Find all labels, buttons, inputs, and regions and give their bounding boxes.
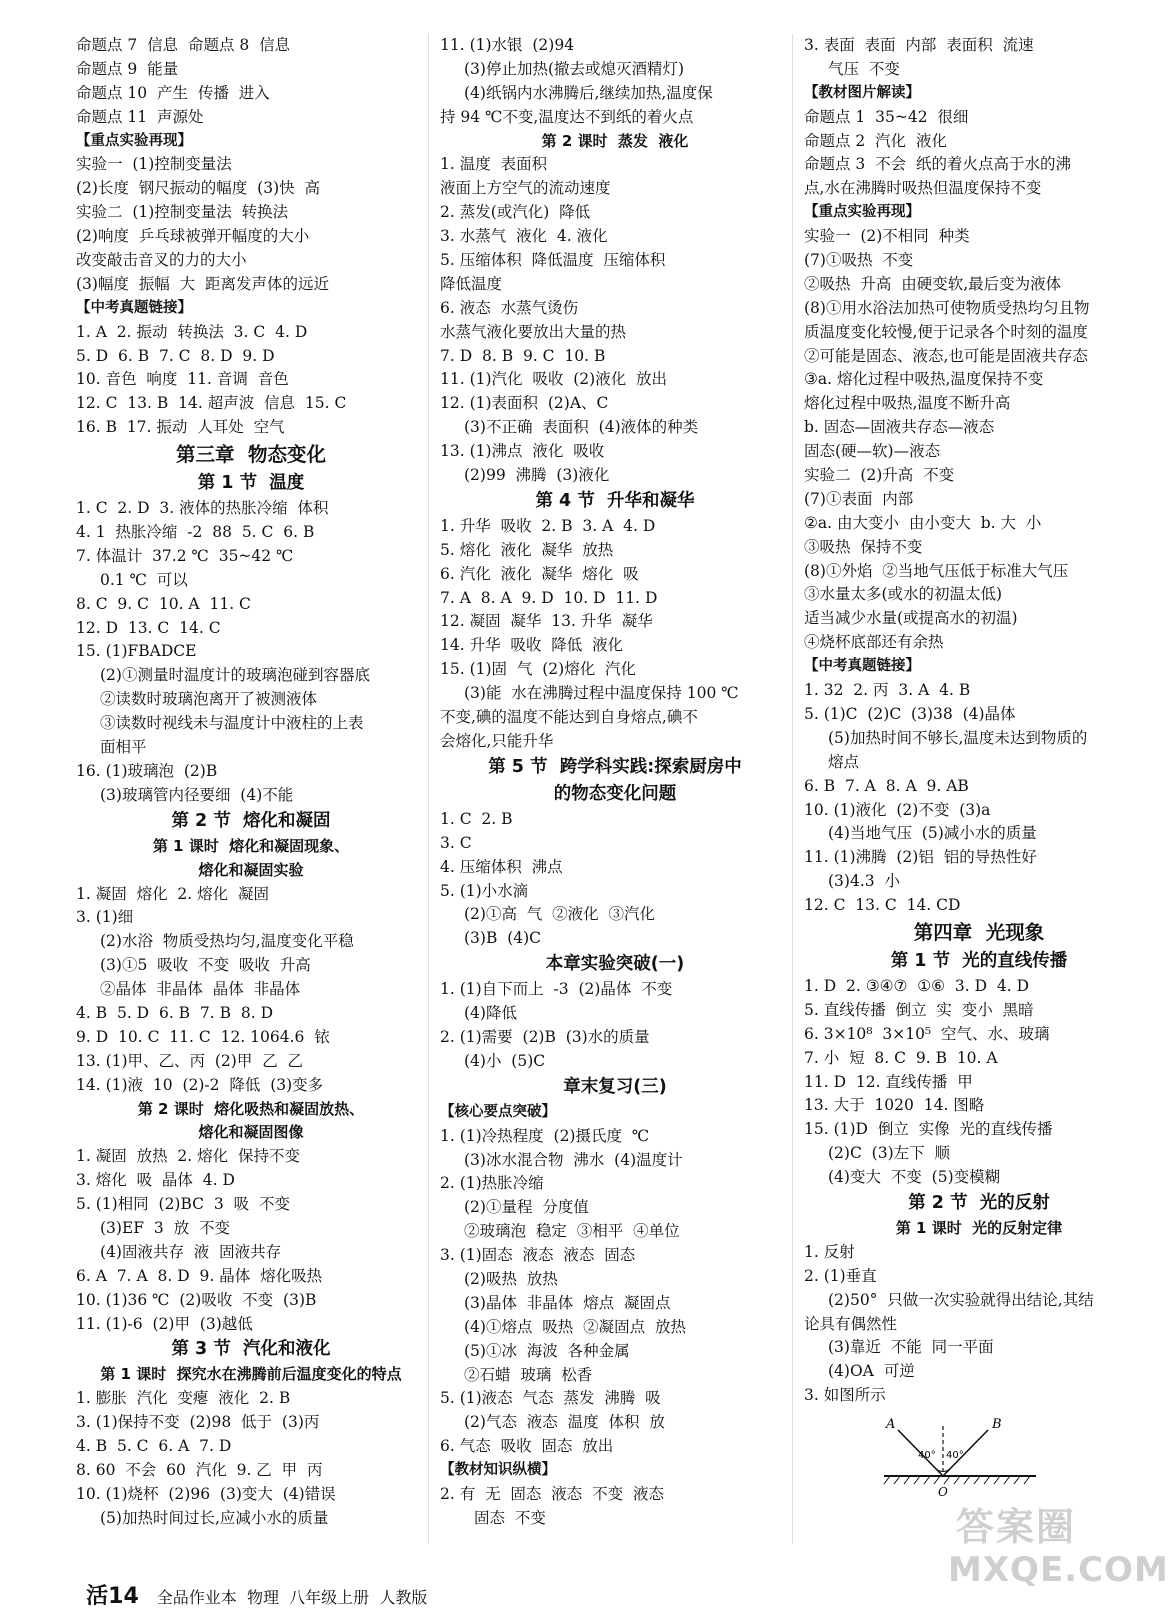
section-label: 【重点实验再现】: [804, 204, 920, 221]
answer-line: (4)纸锅内水沸腾后,继续加热,温度保: [464, 83, 713, 102]
lesson-title: 第 1 课时 光的反射定律: [895, 1218, 1063, 1237]
answer-line: 10. (1)烧杯 (2)96 (3)变大 (4)错误: [76, 1484, 336, 1503]
answer-line: (3)冰水混合物 沸水 (4)温度计: [464, 1150, 683, 1169]
answer-line: ③a. 熔化过程中吸热,温度保持不变: [804, 370, 1044, 389]
watermark-logo: [930, 1496, 1169, 1596]
answer-line: 7. D 8. B 9. C 10. B: [440, 346, 606, 365]
answer-line: 6. 3×10⁸ 3×10⁵ 空气、水、玻璃: [804, 1024, 1050, 1043]
answer-line: 固态 不变: [474, 1508, 546, 1527]
answer-line: 会熔化,只能升华: [440, 731, 554, 750]
answer-line: (3)幅度 振幅 大 距离发声体的远近: [76, 274, 330, 293]
answer-line: 1. 膨胀 汽化 变瘪 液化 2. B: [76, 1389, 291, 1408]
answer-line: 1. D 2. ③④⑦ ①⑥ 3. D 4. D: [804, 976, 1030, 995]
answer-line: 1. 反射: [804, 1242, 855, 1261]
answer-line: 11. (1)水银 (2)94: [440, 36, 575, 54]
section-title: 第 2 节 熔化和凝固: [171, 810, 331, 831]
section-title: 第 2 节 光的反射: [908, 1192, 1050, 1213]
answer-line: ②玻璃泡 稳定 ③相平 ④单位: [464, 1222, 680, 1241]
answer-line: 15. (1)固 气 (2)熔化 汽化: [440, 660, 637, 679]
answer-line: ②读数时玻璃泡离开了被测液体: [100, 690, 318, 709]
answer-line: (2)长度 钢尺振动的幅度 (3)快 高: [76, 179, 320, 198]
answer-line: 水蒸气液化要放出大量的热: [440, 322, 627, 341]
answer-line: 8. C 9. C 10. A 11. C: [76, 594, 251, 613]
answer-line: 11. (1)沸腾 (2)铝 铝的导热性好: [804, 848, 1037, 867]
answer-line: (2)C (3)左下 顺: [828, 1144, 950, 1163]
watermark-bottom: MXQE.COM: [948, 1550, 1169, 1590]
answer-line: 实验二 (1)控制变量法 转换法: [76, 203, 289, 222]
answer-line: 2. 蒸发(或汽化) 降低: [440, 203, 591, 222]
column-divider-right: [792, 34, 793, 1544]
answer-line: 适当减少水量(或提高水的初温): [804, 609, 1018, 628]
answer-line: 固态(硬—软)—液态: [804, 442, 941, 461]
answer-line: 质温度变化较慢,便于记录各个时刻的温度: [804, 322, 1088, 341]
answer-line: 2. 有 无 固态 液态 不变 液态: [440, 1484, 664, 1503]
answer-line: 12. 凝固 凝华 13. 升华 凝华: [440, 612, 653, 631]
answer-line: 命题点 2 汽化 液化: [804, 131, 947, 150]
answer-line: 3. (1)保持不变 (2)98 低于 (3)丙: [76, 1413, 320, 1432]
answer-column-1: [76, 34, 426, 1531]
answer-line: 6. B 7. A 8. A 9. AB: [804, 776, 969, 795]
answer-line: 15. (1)D 倒立 实像 光的直线传播: [804, 1120, 1053, 1139]
answer-line: 5. (1)C (2)C (3)38 (4)晶体: [804, 704, 1016, 723]
answer-line: 8. 60 不会 60 汽化 9. 乙 甲 丙: [76, 1460, 323, 1479]
answer-line: 6. 气态 吸收 固态 放出: [440, 1437, 614, 1456]
answer-line: 3. 熔化 吸 晶体 4. D: [76, 1171, 235, 1190]
answer-line: 改变敲击音叉的力的大小: [76, 251, 247, 270]
answer-line: 1. 升华 吸收 2. B 3. A 4. D: [440, 516, 656, 535]
answer-line: 13. 大于 1020 14. 图略: [804, 1096, 985, 1115]
answer-line: (2)①测量时温度计的玻璃泡碰到容器底: [100, 666, 370, 685]
answer-line: 点,水在沸腾时吸热但温度保持不变: [804, 179, 1042, 198]
answer-line: (4)降低: [464, 1004, 517, 1023]
answer-line: 5. 熔化 液化 凝华 放热: [440, 540, 614, 559]
section-label: 【重点实验再现】: [76, 132, 192, 149]
answer-line: 1. A 2. 振动 转换法 3. C 4. D: [76, 322, 308, 341]
answer-line: (4)当地气压 (5)减小水的质量: [828, 824, 1037, 843]
answer-line: 命题点 1 35~42 很细: [804, 107, 969, 126]
answer-line: 1. 32 2. 丙 3. A 4. B: [804, 681, 971, 700]
answer-line: (3)晶体 非晶体 熔点 凝固点: [464, 1293, 671, 1312]
answer-line: 12. D 13. C 14. C: [76, 618, 221, 637]
answer-line: 0.1 ℃ 可以: [100, 570, 188, 589]
answer-line: 6. 液态 水蒸气烫伤: [440, 298, 579, 317]
column-divider-left: [428, 34, 429, 1544]
lesson-title: 第 2 课时 蒸发 液化: [541, 131, 689, 150]
answer-line: ③读数时视线未与温度计中液柱的上表: [100, 714, 364, 733]
watermark-top: 答案圈: [956, 1505, 1077, 1549]
answer-line: 3. C: [440, 833, 472, 852]
answer-line: (3)能 水在沸腾过程中温度保持 100 ℃: [464, 684, 739, 703]
answer-line: 1. C 2. D 3. 液体的热胀冷缩 体积: [76, 499, 329, 518]
answer-line: (3)玻璃管内径要细 (4)不能: [100, 785, 294, 804]
lesson-title: 第 1 课时 熔化和凝固现象、: [152, 836, 350, 855]
label-a: A: [886, 1417, 896, 1432]
answer-line: (2)①量程 分度值: [464, 1198, 589, 1217]
answer-line: 降低温度: [440, 274, 503, 293]
answer-line: 4. 压缩体积 沸点: [440, 857, 563, 876]
answer-line: (3)B (4)C: [464, 929, 542, 948]
answer-line: 12. (1)表面积 (2)A、C: [440, 394, 609, 413]
answer-line: 13. (1)甲、乙、丙 (2)甲 乙 乙: [76, 1051, 304, 1070]
lesson-title: 熔化和凝固图像: [198, 1123, 304, 1142]
answer-line: ③吸热 保持不变: [804, 537, 923, 556]
answer-line: 实验一 (1)控制变量法: [76, 155, 232, 174]
section-title: 第 1 节 温度: [197, 473, 305, 494]
answer-line: (2)吸热 放热: [464, 1269, 558, 1288]
answer-line: 命题点 3 不会 纸的着火点高于水的沸: [804, 155, 1071, 174]
answer-line: 论具有偶然性: [804, 1314, 898, 1333]
answer-line: 持 94 ℃不变,温度达不到纸的着火点: [440, 107, 694, 126]
answer-line: 4. B 5. C 6. A 7. D: [76, 1437, 232, 1456]
answer-line: 4. 1 热胀冷缩 -2 88 5. C 6. B: [76, 523, 315, 542]
angle-left-label: 40°: [918, 1450, 936, 1461]
answer-line: (3)①5 吸收 不变 吸收 升高: [100, 956, 311, 975]
answer-line: 5. (1)液态 气态 蒸发 沸腾 吸: [440, 1389, 661, 1408]
section-title: 第 4 节 升华和凝华: [535, 490, 695, 511]
answer-line: 10. (1)36 ℃ (2)吸收 不变 (3)B: [76, 1290, 317, 1309]
answer-line: 5. 压缩体积 降低温度 压缩体积: [440, 251, 666, 270]
answer-line: (3)4.3 小: [828, 872, 900, 891]
answer-line: 1. (1)自下而上 -3 (2)晶体 不变: [440, 980, 673, 999]
answer-line: 5. (1)相同 (2)BC 3 吸 不变: [76, 1195, 290, 1214]
answer-line: 面相平: [100, 738, 147, 757]
label-b: B: [992, 1417, 1002, 1432]
answer-line: 10. 音色 响度 11. 音调 音色: [76, 370, 289, 389]
answer-line: 命题点 11 声源处: [76, 107, 204, 126]
answer-line: 9. D 10. C 11. C 12. 1064.6 铱: [76, 1027, 330, 1046]
answer-column-2: [440, 34, 790, 1531]
answer-line: 5. 直线传播 倒立 实 变小 黑暗: [804, 1000, 1034, 1019]
answer-line: (4)变大 不变 (5)变模糊: [828, 1168, 1001, 1187]
section-title: 本章实验突破(一): [545, 954, 685, 975]
answer-line: (3)EF 3 放 不变: [100, 1218, 230, 1237]
answer-line: 11. (1)汽化 吸收 (2)液化 放出: [440, 370, 668, 389]
footer-book-info: 全品作业本 物理 八年级上册 人教版: [156, 1588, 428, 1607]
answer-line: 11. D 12. 直线传播 甲: [804, 1072, 973, 1091]
section-title: 第 1 节 光的直线传播: [890, 950, 1068, 971]
answer-line: 14. 升华 吸收 降低 液化: [440, 636, 624, 655]
answer-line: 6. A 7. A 8. D 9. 晶体 熔化吸热: [76, 1266, 323, 1285]
answer-line: 4. B 5. D 6. B 7. B 8. D: [76, 1003, 274, 1022]
answer-line: 16. (1)玻璃泡 (2)B: [76, 761, 218, 780]
label-o: O: [938, 1485, 948, 1499]
answer-line: (5)加热时间过长,应减小水的质量: [100, 1508, 329, 1527]
answer-line: b. 固态—固液共存态—液态: [804, 418, 995, 437]
section-title: 第 3 节 汽化和液化: [171, 1339, 331, 1360]
answer-line: ②吸热 升高 由硬变软,最后变为液体: [804, 274, 1062, 293]
answer-line: 7. 体温计 37.2 ℃ 35~42 ℃: [76, 546, 294, 565]
page-tag: 活14: [86, 1584, 139, 1609]
section-title: 第 5 节 跨学科实践:探索厨房中: [488, 756, 742, 777]
answer-line: 5. D 6. B 7. C 8. D 9. D: [76, 346, 275, 365]
answer-line: ②石蜡 玻璃 松香: [464, 1365, 593, 1384]
lesson-title: 熔化和凝固实验: [198, 860, 304, 879]
answer-line: (2)水浴 物质受热均匀,温度变化平稳: [100, 932, 354, 951]
answer-line: (3)停止加热(撤去或熄灭酒精灯): [464, 59, 685, 78]
answer-column-3: [804, 34, 1154, 1408]
section-label: 【中考真题链接】: [76, 299, 192, 316]
answer-line: 3. 水蒸气 液化 4. 液化: [440, 227, 608, 246]
answer-line: (2)50° 只做一次实验就得出结论,其结: [828, 1290, 1094, 1309]
answer-line: (3)靠近 不能 同一平面: [828, 1338, 994, 1357]
chapter-title: 第四章 光现象: [913, 920, 1045, 944]
section-label: 【核心要点突破】: [440, 1103, 556, 1120]
answer-line: (4)小 (5)C: [464, 1051, 546, 1070]
section-title: 的物态变化问题: [553, 783, 677, 804]
answer-line: 3. (1)固态 液态 液态 固态: [440, 1246, 636, 1265]
section-label: 【教材知识纵横】: [440, 1462, 556, 1479]
answer-line: 1. (1)冷热程度 (2)摄氏度 ℃: [440, 1126, 650, 1145]
answer-line: (2)99 沸腾 (3)液化: [464, 466, 610, 485]
answer-line: 15. (1)FBADCE: [76, 642, 197, 661]
answer-line: (7)①吸热 不变: [804, 251, 914, 270]
answer-line: 1. 温度 表面积: [440, 155, 548, 174]
answer-line: 命题点 7 信息 命题点 8 信息: [76, 36, 291, 54]
chapter-title: 第三章 物态变化: [175, 443, 327, 467]
answer-line: 13. (1)沸点 液化 吸收: [440, 442, 605, 461]
answer-line: 命题点 9 能量: [76, 59, 179, 78]
answer-line: (8)①外焰 ②当地气压低于标准大气压: [804, 561, 1069, 580]
answer-line: 气压 不变: [828, 59, 900, 78]
mirror-hatching: [884, 1476, 1030, 1484]
answer-line: 3. 如图所示: [804, 1386, 886, 1405]
answer-line: ③水量太多(或水的初温太低): [804, 585, 1003, 604]
answer-line: (7)①表面 内部: [804, 489, 914, 508]
answer-line: 7. A 8. A 9. D 10. D 11. D: [440, 588, 658, 607]
answer-line: 12. C 13. C 14. CD: [804, 896, 961, 915]
answer-line: 实验二 (2)升高 不变: [804, 466, 955, 485]
answer-line: (5)加热时间不够长,温度未达到物质的: [828, 728, 1088, 747]
answer-line: 11. (1)-6 (2)甲 (3)越低: [76, 1314, 253, 1333]
answer-line: (3)不正确 表面积 (4)液体的种类: [464, 418, 699, 437]
section-title: 章末复习(三): [563, 1076, 667, 1097]
answer-line: 熔点: [828, 752, 860, 771]
answer-line: 液面上方空气的流动速度: [440, 179, 611, 198]
lesson-title: 第 2 课时 熔化吸热和凝固放热、: [137, 1099, 365, 1118]
answer-line: 6. 汽化 液化 凝华 熔化 吸: [440, 564, 639, 583]
section-label: 【教材图片解读】: [804, 84, 920, 101]
answer-line: 12. C 13. B 14. 超声波 信息 15. C: [76, 394, 347, 413]
answer-line: (2)气态 液态 温度 体积 放: [464, 1413, 665, 1432]
answer-line: (2)①高 气 ②液化 ③汽化: [464, 905, 656, 924]
answer-line: (5)①冰 海波 各种金属: [464, 1341, 630, 1360]
answer-line: 16. B 17. 振动 人耳处 空气: [76, 418, 285, 437]
answer-line: 命题点 10 产生 传播 进入: [76, 83, 270, 102]
answer-line: 14. (1)液 10 (2)-2 降低 (3)变多: [76, 1075, 324, 1094]
answer-line: 1. C 2. B: [440, 809, 513, 828]
answer-line: 1. 凝固 放热 2. 熔化 保持不变: [76, 1147, 300, 1166]
answer-line: (4)①熔点 吸热 ②凝固点 放热: [464, 1317, 687, 1336]
page-footer: [76, 1552, 976, 1609]
answer-line: 3. (1)细: [76, 908, 134, 927]
reflection-diagram: [880, 1412, 1040, 1502]
answer-line: (2)响度 乒乓球被弹开幅度的大小: [76, 227, 310, 246]
answer-line: 2. (1)垂直: [804, 1266, 877, 1285]
answer-line: 3. 表面 表面 内部 表面积 流速: [804, 36, 1034, 54]
answer-line: ②晶体 非晶体 晶体 非晶体: [100, 980, 301, 999]
answer-line: ②可能是固态、液态,也可能是固液共存态: [804, 346, 1088, 365]
answer-line: ②a. 由大变小 由小变大 b. 大 小: [804, 513, 1042, 532]
answer-line: 不变,碘的温度不能达到自身熔点,碘不: [440, 708, 698, 727]
lesson-title: 第 1 课时 探究水在沸腾前后温度变化的特点: [100, 1365, 402, 1384]
answer-line: (8)①用水浴法加热可使物质受热均匀且物: [804, 298, 1090, 317]
answer-line: 2. (1)热胀冷缩: [440, 1174, 544, 1193]
answer-line: 1. 凝固 熔化 2. 熔化 凝固: [76, 884, 269, 903]
answer-line: ④烧杯底部还有余热: [804, 633, 944, 652]
answer-line: (4)固液共存 液 固液共存: [100, 1242, 282, 1261]
answer-line: 7. 小 短 8. C 9. B 10. A: [804, 1048, 998, 1067]
answer-line: 实验一 (2)不相同 种类: [804, 227, 970, 246]
answer-line: 10. (1)液化 (2)不变 (3)a: [804, 800, 991, 819]
answer-line: (4)OA 可逆: [828, 1362, 915, 1381]
answer-line: 2. (1)需要 (2)B (3)水的质量: [440, 1027, 650, 1046]
angle-right-label: 40°: [946, 1450, 964, 1461]
answer-line: 熔化过程中吸热,温度不断升高: [804, 394, 1011, 413]
answer-line: 5. (1)小水滴: [440, 881, 529, 900]
section-label: 【中考真题链接】: [804, 658, 920, 675]
